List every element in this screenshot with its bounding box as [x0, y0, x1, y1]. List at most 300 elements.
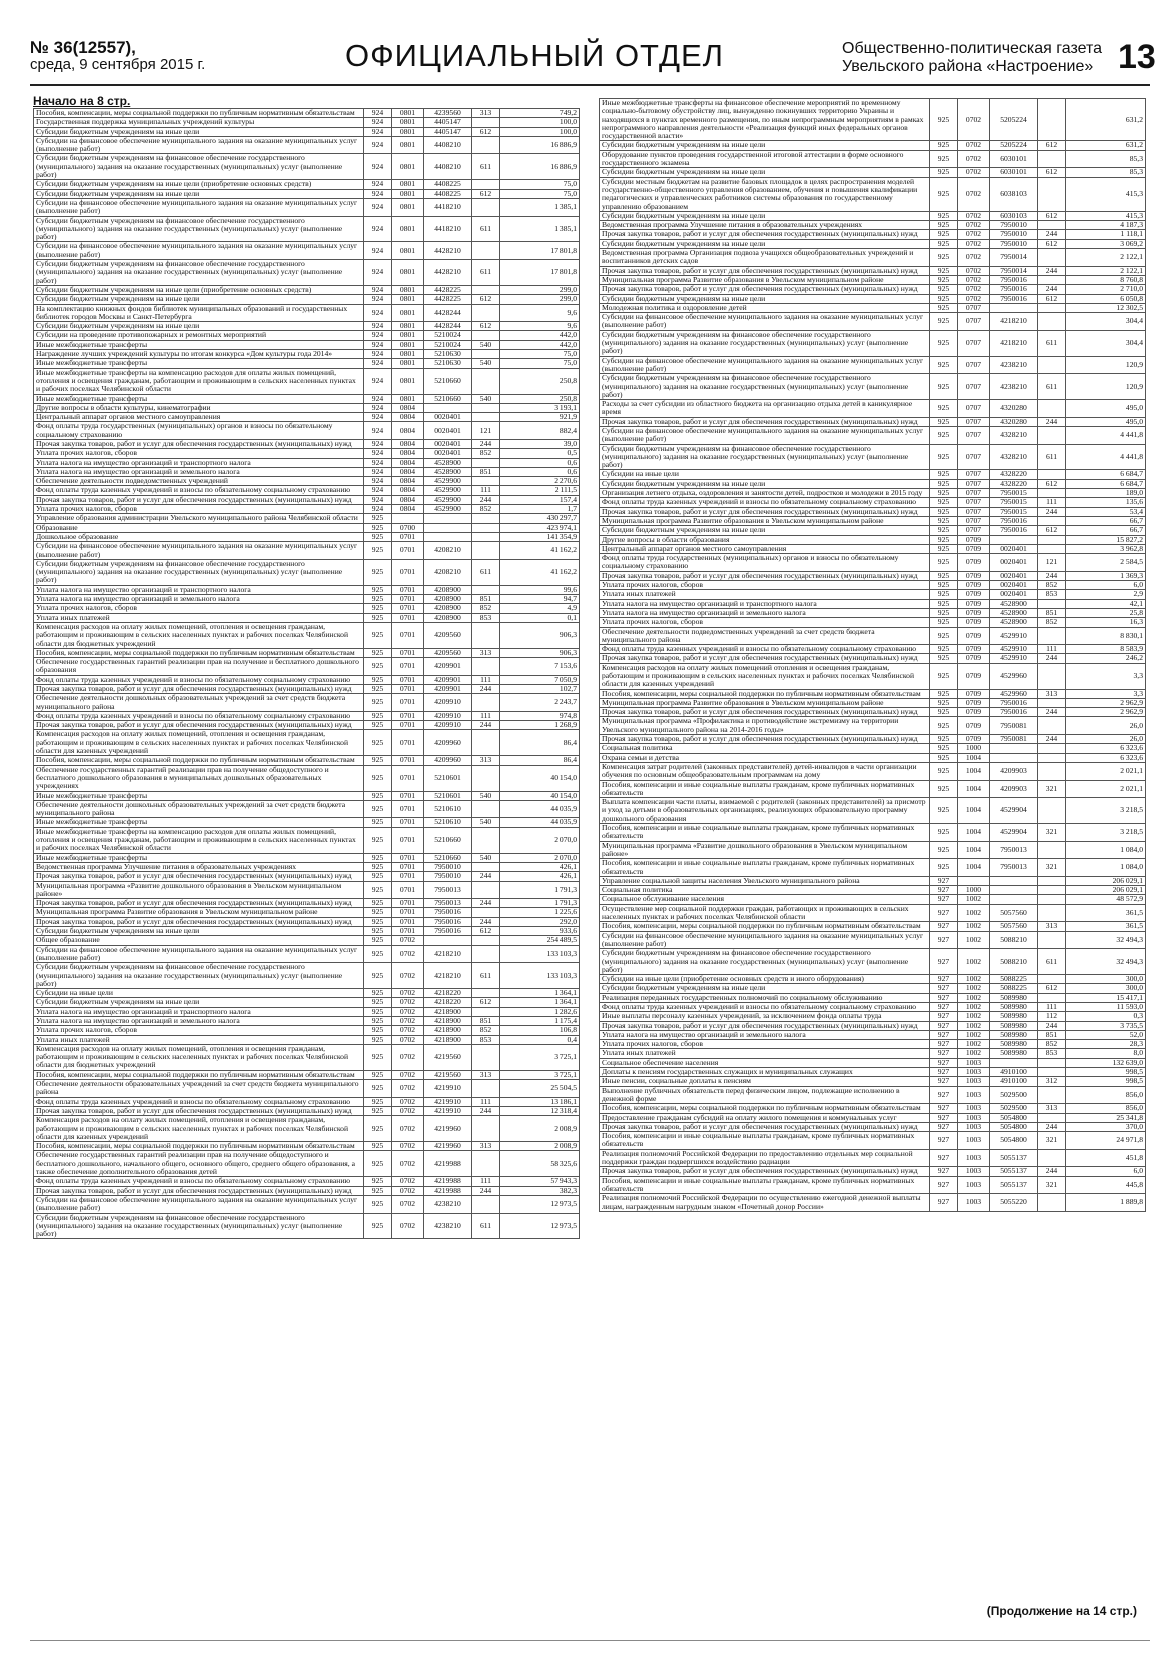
row-amount: 94,7: [500, 595, 580, 604]
row-ministry: 924: [364, 154, 392, 180]
row-ministry: 924: [364, 285, 392, 294]
row-section: 1003: [958, 1058, 990, 1067]
row-name: Оборудование пунктов проведения государственной итоговой аттестации в форме основного государственного экзамена: [600, 150, 930, 168]
row-amount: 1 369,3: [1066, 571, 1146, 580]
row-type: 853: [1038, 1049, 1066, 1058]
row-ministry: 925: [364, 1080, 392, 1098]
row-target: 4528900: [990, 618, 1038, 627]
row-amount: 3 735,5: [1066, 1021, 1146, 1030]
row-amount: 8,0: [1066, 1049, 1146, 1058]
row-name: Иные межбюджетные трансферты: [34, 791, 364, 800]
row-ministry: 925: [364, 675, 392, 684]
row-name: Субсидии бюджетным учреждениям на финансовое обеспечение государственного (муниципального) задания на оказание государственных (муниципальных) услуг (выполнение работ): [600, 374, 930, 400]
row-name: Прочая закупка товаров, работ и услуг для обеспечения государственных (муниципальных) нужд: [600, 230, 930, 239]
table-row: [34, 648, 580, 657]
row-section: 0701: [392, 853, 424, 862]
row-ministry: 925: [930, 627, 958, 645]
row-ministry: 924: [364, 350, 392, 359]
row-amount: 75,0: [500, 359, 580, 368]
row-amount: 32 494,3: [1066, 931, 1146, 949]
row-section: 0709: [958, 735, 990, 744]
row-section: 0707: [958, 444, 990, 470]
row-ministry: 925: [364, 927, 392, 936]
row-target: 5055137: [990, 1149, 1038, 1167]
row-name: Субсидии бюджетным учреждениям на иные цели: [34, 322, 364, 331]
row-type: [1038, 698, 1066, 707]
table-row: [34, 495, 580, 504]
row-target: 7950016: [990, 516, 1038, 525]
row-section: 1003: [958, 1068, 990, 1077]
row-target: 5210610: [424, 818, 472, 827]
table-row: [34, 945, 580, 963]
row-ministry: 925: [930, 753, 958, 762]
row-section: 0801: [392, 304, 424, 322]
row-amount: 12 973,5: [500, 1195, 580, 1213]
row-section: 0707: [958, 417, 990, 426]
row-section: 1003: [958, 1132, 990, 1150]
row-name: Награждение лучших учреждений культуры по итогам конкурса «Дом культуры года 2014»: [34, 350, 364, 359]
table-row: [600, 330, 1146, 356]
table-row: [600, 717, 1146, 735]
row-type: [472, 532, 500, 541]
issue-date: среда, 9 сентября 2015 г.: [30, 56, 206, 73]
row-section: 0702: [392, 1080, 424, 1098]
row-target: 7950015: [990, 507, 1038, 516]
row-amount: 206 029,1: [1066, 886, 1146, 895]
row-amount: 16 886,9: [500, 154, 580, 180]
row-target: 5089980: [990, 1030, 1038, 1039]
row-section: 0702: [958, 249, 990, 267]
row-section: 0701: [392, 595, 424, 604]
row-name: Уплата прочих налогов, сборов: [600, 581, 930, 590]
row-amount: 2 270,6: [500, 477, 580, 486]
row-amount: 2,9: [1066, 590, 1146, 599]
row-target: 4408210: [424, 136, 472, 154]
table-row: [600, 663, 1146, 689]
row-section: 0701: [392, 675, 424, 684]
row-name: Прочая закупка товаров, работ и услуг для обеспечения государственных (муниципальных) нужд: [34, 495, 364, 504]
row-section: 0702: [958, 266, 990, 275]
row-type: 313: [472, 756, 500, 765]
row-ministry: 925: [930, 99, 958, 141]
row-amount: 7 050,9: [500, 675, 580, 684]
row-amount: 57 943,3: [500, 1177, 580, 1186]
table-row: [600, 599, 1146, 608]
row-ministry: 925: [930, 544, 958, 553]
row-name: Уплата иных платежей: [34, 1035, 364, 1044]
row-amount: 157,4: [500, 495, 580, 504]
row-amount: 15 827,2: [1066, 535, 1146, 544]
row-amount: 48 572,9: [1066, 895, 1146, 904]
row-target: 4218210: [990, 330, 1038, 356]
row-target: 4428244: [424, 322, 472, 331]
row-amount: 2 008,9: [500, 1142, 580, 1151]
row-section: 1003: [958, 1113, 990, 1122]
row-target: 4208210: [424, 559, 472, 585]
table-row: [600, 1113, 1146, 1122]
row-name: Прочая закупка товаров, работ и услуг для обеспечения государственных (муниципальных) нужд: [34, 721, 364, 730]
row-ministry: 925: [364, 899, 392, 908]
row-section: 0702: [392, 945, 424, 963]
table-row: [34, 685, 580, 694]
row-name: Субсидии на финансовое обеспечение муниципального задания на оказание муниципальных услуг (выполнение работ): [34, 136, 364, 154]
row-ministry: 924: [364, 189, 392, 198]
row-section: 0702: [958, 230, 990, 239]
row-name: Прочая закупка товаров, работ и услуг для обеспечения государственных (муниципальных) нужд: [600, 735, 930, 744]
row-name: Субсидии бюджетным учреждениям на финансовое обеспечение государственного (муниципального) задания на оказание государственных (муниципальных) услуг (выполнение работ): [34, 1213, 364, 1239]
row-name: Другие вопросы в области культуры, кинематографии: [34, 403, 364, 412]
row-amount: 26,0: [1066, 735, 1146, 744]
paper-line-1: Общественно-политическая газета: [842, 40, 1103, 57]
row-name: Субсидии бюджетным учреждениям на иные цели: [34, 127, 364, 136]
table-row: [600, 590, 1146, 599]
table-row: [34, 1186, 580, 1195]
row-type: [1038, 516, 1066, 525]
row-ministry: 925: [364, 827, 392, 853]
row-name: Пособия, компенсации, меры социальной поддержки по публичным нормативным обязательствам: [34, 1070, 364, 1079]
row-amount: 1 225,6: [500, 908, 580, 917]
table-row: [34, 477, 580, 486]
row-amount: 451,8: [1066, 1149, 1146, 1167]
row-type: [1038, 841, 1066, 859]
table-row: [600, 544, 1146, 553]
row-name: Субсидии на финансовое обеспечение муниципального задания на оказание муниципальных услуг (выполнение работ): [34, 945, 364, 963]
table-row: [34, 439, 580, 448]
table-row: [600, 735, 1146, 744]
row-ministry: 925: [930, 689, 958, 698]
row-type: 851: [1038, 608, 1066, 617]
row-type: 612: [1038, 141, 1066, 150]
row-type: [472, 658, 500, 676]
row-type: 321: [1038, 1132, 1066, 1150]
row-amount: 292,0: [500, 917, 580, 926]
table-row: [34, 908, 580, 917]
row-type: 313: [1038, 1104, 1066, 1113]
row-type: 851: [472, 1016, 500, 1025]
row-target: 7950010: [424, 872, 472, 881]
row-ministry: 925: [930, 330, 958, 356]
table-row: [600, 762, 1146, 780]
table-row: [34, 800, 580, 818]
row-amount: 495,0: [1066, 400, 1146, 418]
row-section: 0702: [392, 1186, 424, 1195]
row-section: 1004: [958, 762, 990, 780]
table-row: [600, 426, 1146, 444]
row-type: 540: [472, 394, 500, 403]
row-target: 0020401: [990, 544, 1038, 553]
row-type: 111: [472, 675, 500, 684]
table-row: [600, 516, 1146, 525]
row-name: Иные межбюджетные трансферты: [34, 818, 364, 827]
row-type: [472, 350, 500, 359]
row-amount: 0,5: [500, 449, 580, 458]
row-section: 0804: [392, 422, 424, 440]
row-type: 540: [472, 818, 500, 827]
row-name: Реализация переданных государственных полномочий по социальному обслуживанию: [600, 993, 930, 1002]
row-amount: 11 593,0: [1066, 1002, 1146, 1011]
row-ministry: 925: [930, 526, 958, 535]
row-section: 0702: [392, 963, 424, 989]
row-target: 4209901: [424, 685, 472, 694]
row-section: 0804: [392, 505, 424, 514]
table-row: [600, 285, 1146, 294]
row-name: Иные межбюджетные трансферты на финансовое обеспечение мероприятий по временному социально-бытовому обустройству лиц, вынужденно покинувших территорию Украины и находящихся в пунктах временного размещения, по иным непрограммным мероприятиям в рамках непрограммного направления деятельности «Реализация функций иных федеральных органов государственной власти»: [600, 99, 930, 141]
table-row: [600, 489, 1146, 498]
row-type: [472, 945, 500, 963]
row-amount: 749,2: [500, 109, 580, 118]
row-target: 4219988: [424, 1177, 472, 1186]
row-target: 4529900: [424, 505, 472, 514]
table-row: [34, 989, 580, 998]
row-section: 1002: [958, 993, 990, 1002]
row-type: 111: [472, 711, 500, 720]
row-amount: 7 153,6: [500, 658, 580, 676]
row-section: 0707: [958, 489, 990, 498]
row-amount: 1 889,8: [1066, 1194, 1146, 1212]
row-target: 5089980: [990, 1021, 1038, 1030]
row-type: [472, 368, 500, 394]
row-type: 121: [472, 422, 500, 440]
table-row: [600, 654, 1146, 663]
row-target: 5210660: [424, 394, 472, 403]
row-type: 111: [472, 486, 500, 495]
table-row: [600, 177, 1146, 211]
row-target: 5055137: [990, 1167, 1038, 1176]
row-target: 4209901: [424, 675, 472, 684]
row-name: Иные межбюджетные трансферты: [34, 394, 364, 403]
table-row: [34, 730, 580, 756]
row-type: [1038, 931, 1066, 949]
row-type: 611: [472, 559, 500, 585]
table-row: [34, 532, 580, 541]
table-row: [34, 127, 580, 136]
row-ministry: 925: [930, 554, 958, 572]
row-target: 4208900: [424, 604, 472, 613]
row-amount: 1 385,1: [500, 216, 580, 242]
row-amount: 2 021,1: [1066, 762, 1146, 780]
row-target: 4218220: [424, 998, 472, 1007]
row-section: 0804: [392, 439, 424, 448]
row-amount: 6 684,7: [1066, 470, 1146, 479]
row-name: Фонд оплаты труда казенных учреждений и взносы по обязательному социальному страхованию: [34, 1097, 364, 1106]
row-name: Уплата прочих налогов, сборов: [34, 604, 364, 613]
row-amount: 133 103,3: [500, 963, 580, 989]
table-row: [600, 1167, 1146, 1176]
table-row: [600, 753, 1146, 762]
row-ministry: 925: [930, 249, 958, 267]
row-section: 1002: [958, 984, 990, 993]
row-amount: 85,3: [1066, 168, 1146, 177]
row-name: Уплата налога на имущество организаций и земельного налога: [600, 608, 930, 617]
row-ministry: 925: [930, 470, 958, 479]
table-row: [600, 824, 1146, 842]
row-ministry: 925: [930, 535, 958, 544]
row-type: 611: [1038, 444, 1066, 470]
row-name: Прочая закупка товаров, работ и услуг для обеспечения государственных (муниципальных) нужд: [600, 571, 930, 580]
row-ministry: 925: [930, 841, 958, 859]
row-amount: 426,1: [500, 872, 580, 881]
row-target: 4528900: [424, 467, 472, 476]
row-amount: 6 684,7: [1066, 479, 1146, 488]
table-row: [34, 368, 580, 394]
row-target: 4209901: [424, 658, 472, 676]
row-target: 0020401: [990, 554, 1038, 572]
row-target: 0020401: [990, 581, 1038, 590]
row-ministry: 925: [930, 645, 958, 654]
row-type: [1038, 1149, 1066, 1167]
row-name: Пособия, компенсации, меры социальной поддержки по публичным нормативным обязательствам: [34, 648, 364, 657]
row-type: [1038, 150, 1066, 168]
row-type: [1038, 221, 1066, 230]
table-row: [34, 827, 580, 853]
table-row: [600, 444, 1146, 470]
row-ministry: 927: [930, 1167, 958, 1176]
row-ministry: 924: [364, 477, 392, 486]
row-type: [472, 1151, 500, 1177]
row-name: Образование: [34, 523, 364, 532]
row-section: 1004: [958, 841, 990, 859]
table-row: [600, 698, 1146, 707]
row-amount: 2 584,5: [1066, 554, 1146, 572]
row-ministry: 925: [930, 498, 958, 507]
row-ministry: 925: [930, 571, 958, 580]
row-type: 244: [472, 685, 500, 694]
row-section: 0701: [392, 648, 424, 657]
row-amount: 206 029,1: [1066, 876, 1146, 885]
table-row: [600, 526, 1146, 535]
row-amount: 6 323,6: [1066, 753, 1146, 762]
row-ministry: 925: [930, 599, 958, 608]
row-type: [472, 1116, 500, 1142]
row-ministry: 925: [930, 479, 958, 488]
row-amount: 1 175,4: [500, 1016, 580, 1025]
row-ministry: 925: [364, 1195, 392, 1213]
row-ministry: 927: [930, 1077, 958, 1086]
row-target: 5089980: [990, 1012, 1038, 1021]
table-row: [600, 1176, 1146, 1194]
row-section: 0707: [958, 303, 990, 312]
row-amount: 8 830,1: [1066, 627, 1146, 645]
row-section: 0801: [392, 180, 424, 189]
row-target: 4218210: [990, 313, 1038, 331]
row-ministry: 927: [930, 984, 958, 993]
row-ministry: 927: [930, 931, 958, 949]
row-name: Субсидии бюджетным учреждениям на иные цели: [34, 295, 364, 304]
row-section: 0709: [958, 599, 990, 608]
row-amount: 998,5: [1066, 1077, 1146, 1086]
table-row: [34, 458, 580, 467]
row-target: 7950081: [990, 735, 1038, 744]
row-target: 4219560: [424, 1070, 472, 1079]
row-name: Субсидии бюджетным учреждениям на финансовое обеспечение государственного (муниципального) задания на оказание государственных (муниципальных) услуг (выполнение работ): [34, 260, 364, 286]
row-amount: 631,2: [1066, 141, 1146, 150]
row-target: [990, 886, 1038, 895]
table-row: [34, 936, 580, 945]
row-ministry: 924: [364, 322, 392, 331]
row-section: 1002: [958, 1021, 990, 1030]
row-type: 611: [1038, 330, 1066, 356]
row-name: Реализация полномочий Российской Федерации по предоставлению отдельных мер социальной поддержки граждан подвергшихся воздействию радиации: [600, 1149, 930, 1167]
row-target: 5088210: [990, 931, 1038, 949]
table-row: [600, 984, 1146, 993]
row-ministry: 925: [930, 798, 958, 824]
row-target: 6038103: [990, 177, 1038, 211]
row-name: Субсидии на финансовое обеспечение муниципального задания на оказание муниципальных услуг (выполнение работ): [600, 931, 930, 949]
row-type: [1038, 535, 1066, 544]
row-ministry: 925: [930, 444, 958, 470]
table-row: [600, 922, 1146, 931]
table-row: [34, 853, 580, 862]
budget-table-right: [599, 98, 1146, 1212]
row-type: [472, 730, 500, 756]
row-ministry: 927: [930, 1068, 958, 1077]
row-target: 4328220: [990, 470, 1038, 479]
row-ministry: 924: [364, 467, 392, 476]
table-row: [34, 862, 580, 871]
row-target: 4328210: [990, 426, 1038, 444]
row-type: [472, 585, 500, 594]
row-section: 0702: [392, 1116, 424, 1142]
row-ministry: 927: [930, 922, 958, 931]
row-ministry: 924: [364, 118, 392, 127]
row-ministry: 925: [364, 1044, 392, 1070]
row-target: 7950016: [990, 285, 1038, 294]
row-name: Компенсация расходов на оплату жилых помещений, отопления и освещения гражданам, работающим и проживающим в сельских населенных пунктах и рабочих поселках Челябинской области для казенных учреждений: [34, 730, 364, 756]
row-target: 7950010: [424, 862, 472, 871]
row-ministry: 925: [364, 658, 392, 676]
row-ministry: 925: [364, 945, 392, 963]
row-type: [1038, 1113, 1066, 1122]
row-name: Охрана семьи и детства: [600, 753, 930, 762]
row-name: Обеспечение деятельности образовательных учреждений за счет средств бюджета муниципального района: [34, 1080, 364, 1098]
row-amount: 25 504,5: [500, 1080, 580, 1098]
row-section: 0801: [392, 350, 424, 359]
row-amount: 442,0: [500, 340, 580, 349]
table-row: [600, 931, 1146, 949]
row-ministry: 927: [930, 1086, 958, 1104]
table-row: [600, 1194, 1146, 1212]
row-ministry: 925: [364, 1116, 392, 1142]
row-name: Выплата компенсации части платы, взимаемой с родителей (законных представителей) за присмотр и уход за детьми в образовательных организациях, реализующих образовательную программу дошкольного образования: [600, 798, 930, 824]
row-ministry: 925: [930, 275, 958, 284]
row-target: 4208900: [424, 585, 472, 594]
row-amount: 17 801,8: [500, 242, 580, 260]
table-row: [600, 645, 1146, 654]
row-ministry: 925: [930, 211, 958, 220]
row-ministry: 925: [930, 663, 958, 689]
row-section: 0804: [392, 477, 424, 486]
table-row: [600, 239, 1146, 248]
row-target: 7950016: [424, 927, 472, 936]
row-name: Субсидии бюджетным учреждениям на иные цели: [600, 239, 930, 248]
row-amount: 6 050,8: [1066, 294, 1146, 303]
row-name: Субсидии на финансовое обеспечение муниципального задания на оказание муниципальных услуг (выполнение работ): [600, 313, 930, 331]
row-ministry: 925: [930, 717, 958, 735]
row-type: 612: [1038, 984, 1066, 993]
row-target: 7950016: [990, 294, 1038, 303]
table-row: [600, 1086, 1146, 1104]
row-target: 4208900: [424, 595, 472, 604]
row-ministry: 925: [364, 1177, 392, 1186]
row-section: 0801: [392, 368, 424, 394]
row-name: Прочая закупка товаров, работ и услуг для обеспечения государственных (муниципальных) нужд: [600, 285, 930, 294]
row-type: [1038, 993, 1066, 1002]
row-ministry: 925: [364, 1007, 392, 1016]
row-name: Уплата налога на имущество организаций и земельного налога: [34, 595, 364, 604]
row-type: [1038, 876, 1066, 885]
row-target: [990, 753, 1038, 762]
row-section: 1002: [958, 1049, 990, 1058]
